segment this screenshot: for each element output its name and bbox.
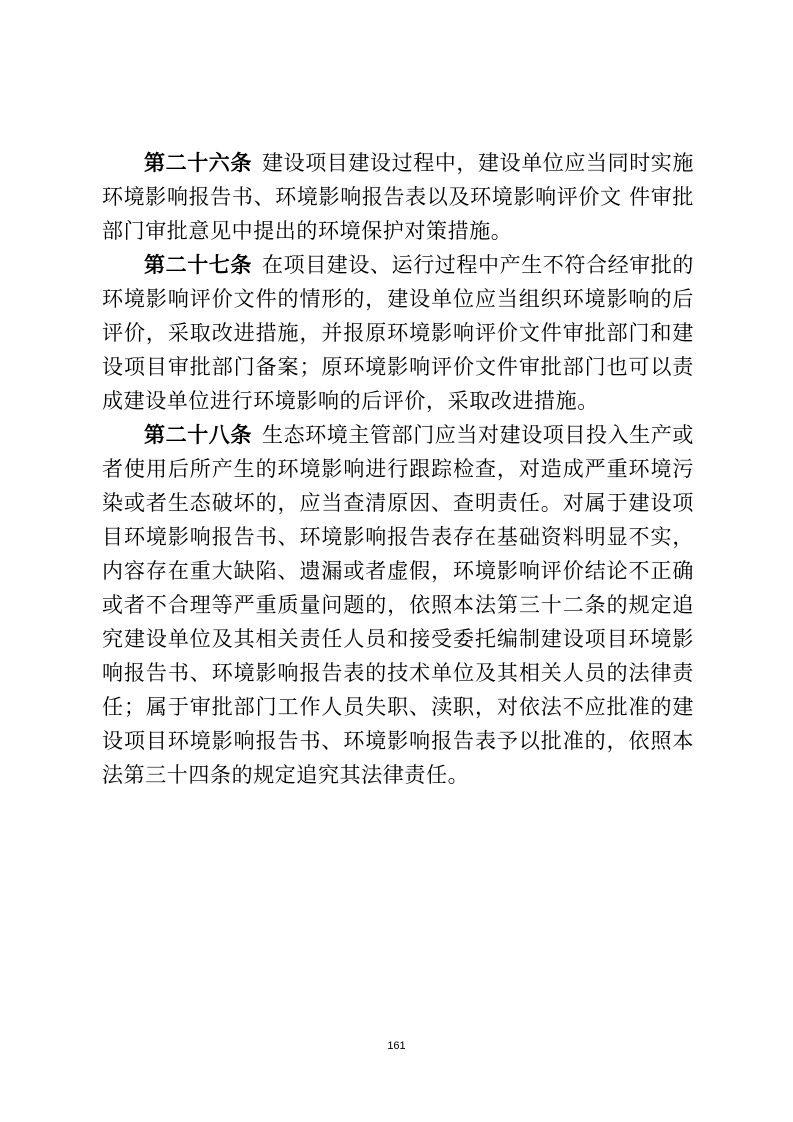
article-text: 生态环境主管部门应当对建设项目投入生产或者使用后所产生的环境影响进行跟踪检查，对造成严重环境污染或者生态破坏的，应当查清原因、查明责任。对属于建设项目环境影响报告书、环境影响报告表存在基础资料明显不实，内容存在重大缺陷、遗漏或者虚假，环境影响评价结论不正确或者不合理等严重质量问题的，依照本法第三十二条的规定追究建设单位及其相关责任人员和接受委托编制建设项目环境影响报告书、环境影响报告表的技术单位及其相关人员的法律责任；属于审批部门工作人员失职、渎职，对依法不应批准的建设项目环境影响报告书、环境影响报告表予以批准的，依照本法第三十四条的规定追究其法律责任。	[102, 423, 694, 787]
document-body	[102, 146, 694, 792]
article-text: 建设项目建设过程中，建设单位应当同时实施环境影响报告书、环境影响报告表以及环境影响评价文 件审批部门审批意见中提出的环境保护对策措施。	[102, 151, 694, 243]
article-26	[102, 146, 694, 248]
article-text: 在项目建设、运行过程中产生不符合经审批的环境影响评价文件的情形的，建设单位应当组织环境影响的后评价，采取改进措施，并报原环境影响评价文件审批部门和建设项目审批部门备案；原环境影响评价文件审批部门也可以责成建设单位进行环境影响的后评价，采取改进措施。	[102, 253, 694, 413]
article-27	[102, 248, 694, 418]
article-title: 第二十七条	[144, 252, 252, 277]
article-title: 第二十六条	[144, 150, 252, 175]
page-number: 161	[387, 1040, 406, 1052]
article-28	[102, 418, 694, 792]
article-title: 第二十八条	[144, 422, 252, 447]
